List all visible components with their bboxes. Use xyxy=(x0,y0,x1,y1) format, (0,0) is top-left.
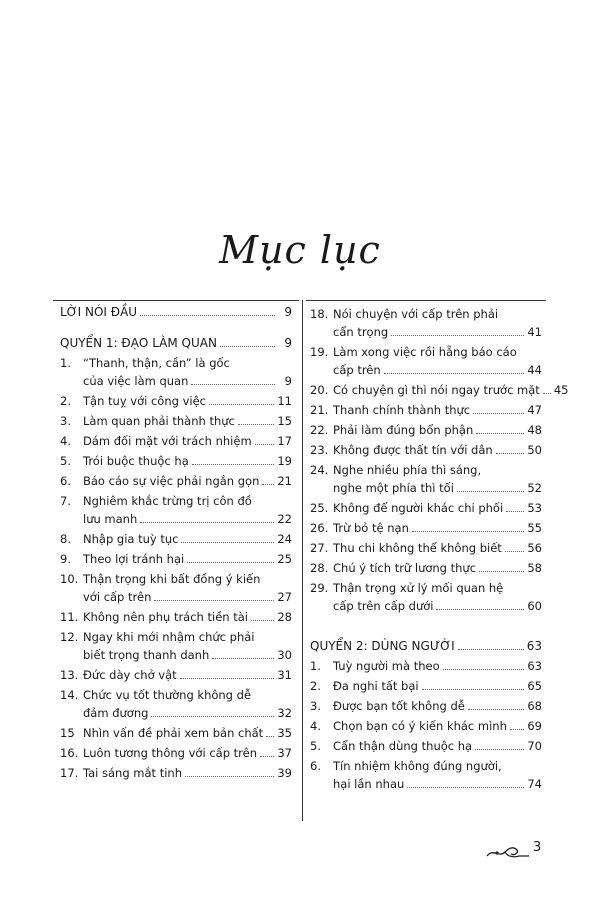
toc-entry-number: 7. xyxy=(60,494,71,508)
toc-entry-page: 9 xyxy=(284,305,292,319)
toc-entry-page: 68 xyxy=(527,699,542,713)
toc-entry-title: cấp trên xyxy=(333,363,381,377)
toc-entry-title: Dám đối mặt với trách nhiệm xyxy=(83,434,252,448)
toc-entry-page: 15 xyxy=(277,414,292,428)
leader-dots xyxy=(185,764,274,777)
page-title: Mục lục xyxy=(219,228,381,272)
toc-entry-number: 26. xyxy=(310,521,329,535)
toc-entry-number: 4. xyxy=(60,434,71,448)
leader-dots xyxy=(391,323,524,336)
toc-entry-title: lưu manh xyxy=(83,512,138,526)
toc-entry-title: LỜI NÓI ĐẦU xyxy=(60,305,138,319)
toc-entry-number: 18. xyxy=(310,307,329,321)
toc-entry[interactable] xyxy=(310,343,542,379)
toc-entry-number: 1. xyxy=(310,659,321,673)
toc-entry[interactable] xyxy=(310,717,542,735)
toc-entry-number: 6. xyxy=(60,474,71,488)
toc-entry-page: 44 xyxy=(527,363,542,377)
toc-section-1[interactable] xyxy=(60,334,292,352)
toc-entry-title: Nhập gia tuỳ tục xyxy=(83,532,179,546)
leader-dots xyxy=(407,775,524,788)
leader-dots xyxy=(180,666,275,679)
toc-right-items xyxy=(310,305,569,615)
toc-entry-number: 2. xyxy=(60,394,71,408)
toc-entry-title-line: Nghe nhiều phía thì sáng, xyxy=(333,463,482,477)
leader-dots xyxy=(476,421,524,434)
toc-entry-title: Nhìn vấn đề phải xem bản chất xyxy=(83,726,264,740)
toc-entry-number: 15 xyxy=(60,726,75,740)
leader-dots xyxy=(154,588,274,601)
toc-entry[interactable] xyxy=(60,570,292,606)
toc-entry-number: 23. xyxy=(310,443,329,457)
toc-entry[interactable] xyxy=(310,539,542,557)
toc-right-column xyxy=(310,303,569,793)
toc-entry[interactable] xyxy=(310,519,542,537)
leader-dots xyxy=(140,510,274,523)
toc-entry-page: 47 xyxy=(527,403,542,417)
toc-section-page: 63 xyxy=(526,639,542,653)
toc-entry-number: 1. xyxy=(60,356,71,370)
toc-entry-number: 29. xyxy=(310,581,329,595)
toc-entry-number: 25. xyxy=(310,501,329,515)
toc-entry-number: 21. xyxy=(310,403,329,417)
toc-entry-title: hại lần nhau xyxy=(333,777,405,791)
toc-entry-number: 3. xyxy=(60,414,71,428)
toc-entry-title-line: “Thanh, thận, cần” là gốc xyxy=(83,356,230,370)
toc-entry-number: 16. xyxy=(60,746,79,760)
leader-dots xyxy=(475,737,524,750)
toc-entry-number: 27. xyxy=(310,541,329,555)
left-top-rule xyxy=(53,300,299,301)
toc-entry-number: 6. xyxy=(310,759,321,773)
leader-dots xyxy=(255,432,275,445)
toc-entry-page: 37 xyxy=(277,746,292,760)
leader-dots xyxy=(212,646,274,659)
toc-entry-page: 27 xyxy=(277,590,292,604)
toc-entry[interactable] xyxy=(60,686,292,722)
toc-entry[interactable] xyxy=(60,492,292,528)
toc-entry-title: Cẩn thận dùng thuộc hạ xyxy=(333,739,473,753)
leader-dots xyxy=(140,303,275,316)
toc-entry-title: Tai sáng mắt tinh xyxy=(83,766,182,780)
leader-dots xyxy=(260,744,274,757)
toc-entry[interactable] xyxy=(60,432,292,450)
toc-entry-title: Không được thất tín với dân xyxy=(333,443,493,457)
toc-entry-page: 19 xyxy=(277,454,292,468)
leader-dots xyxy=(151,704,274,717)
toc-entry-title: Tận tuỵ với công việc xyxy=(83,394,206,408)
leader-dots xyxy=(506,499,524,512)
leader-dots xyxy=(479,559,524,572)
toc-entry-title: cẩn trọng xyxy=(333,325,389,339)
toc-entry-page: 63 xyxy=(527,659,542,673)
toc-entry[interactable] xyxy=(310,441,542,459)
toc-entry-page: 53 xyxy=(527,501,542,515)
toc-entry[interactable] xyxy=(60,628,292,664)
leader-dots xyxy=(187,550,274,563)
toc-entry[interactable] xyxy=(310,381,569,399)
toc-entry-title: Không để người khác chi phối xyxy=(333,501,504,515)
leader-dots xyxy=(436,597,524,610)
toc-entry-page: 32 xyxy=(277,706,292,720)
toc-entry-page: 25 xyxy=(277,552,292,566)
toc-entry-title: biết trọng thanh danh xyxy=(83,648,210,662)
toc-entry-number: 2. xyxy=(310,679,321,693)
leader-dots xyxy=(457,479,524,492)
toc-entry-page: 22 xyxy=(277,512,292,526)
leader-dots xyxy=(266,724,274,737)
toc-entry-title: Làm quan phải thành thực xyxy=(83,414,235,428)
toc-entry-number: 8. xyxy=(60,532,71,546)
toc-entry-page: 30 xyxy=(277,648,292,662)
leader-dots xyxy=(209,392,274,405)
leader-dots xyxy=(192,452,275,465)
toc-entry-page: 55 xyxy=(527,521,542,535)
leader-dots xyxy=(262,472,274,485)
leader-dots xyxy=(422,677,525,690)
toc-entry-page: 45 xyxy=(553,383,569,397)
toc-entry-number: 24. xyxy=(310,463,329,477)
toc-entry[interactable] xyxy=(310,421,542,439)
toc-entry[interactable] xyxy=(60,354,292,390)
toc-entry-title: Chọn bạn có ý kiến khác mình xyxy=(333,719,507,733)
toc-entry-title: Chú ý tích trữ lương thực xyxy=(333,561,477,575)
toc-entry[interactable] xyxy=(310,401,542,419)
toc-entry-title: Trói buộc thuộc hạ xyxy=(83,454,189,468)
toc-entry-page: 69 xyxy=(527,719,542,733)
toc-entry[interactable] xyxy=(60,608,292,626)
leader-dots xyxy=(412,519,524,532)
right-top-rule xyxy=(306,300,546,301)
toc-entry[interactable] xyxy=(310,677,542,695)
toc-entry[interactable] xyxy=(310,737,542,755)
toc-entry-number: 28. xyxy=(310,561,329,575)
toc-entry-page: 31 xyxy=(277,668,292,682)
toc-entry-number: 12. xyxy=(60,630,79,644)
toc-entry-page: 60 xyxy=(527,599,542,613)
toc-entry-number: 19. xyxy=(310,345,329,359)
toc-entry[interactable] xyxy=(60,550,292,568)
leader-dots xyxy=(543,381,551,394)
leader-dots xyxy=(238,412,274,425)
toc-entry-title: Thu chi không thể không biết xyxy=(333,541,502,555)
toc-entry[interactable] xyxy=(60,412,292,430)
toc-entry[interactable] xyxy=(60,744,292,762)
toc-entry-title: Tuỳ người mà theo xyxy=(333,659,440,673)
leader-dots xyxy=(468,697,525,710)
toc-entry-title: Phải làm đúng bổn phận xyxy=(333,423,474,437)
ornament-icon xyxy=(485,842,531,860)
toc-entry-number: 22. xyxy=(310,423,329,437)
toc-entry-title-line: Thận trọng xử lý mối quan hệ xyxy=(333,581,504,595)
toc-entry-page: 24 xyxy=(277,532,292,546)
toc-entry-page: 11 xyxy=(277,394,292,408)
toc-entry-title-line: Ngay khi mới nhậm chức phải xyxy=(83,630,255,644)
leader-dots xyxy=(181,530,274,543)
toc-entry-page: 39 xyxy=(277,766,292,780)
toc-entry-title-line: Tín nhiệm không đúng người, xyxy=(333,759,502,773)
toc-entry-title-line: Nói chuyện với cấp trên phải xyxy=(333,307,499,321)
toc-entry-page: 70 xyxy=(527,739,542,753)
toc-entry-number: 5. xyxy=(310,739,321,753)
toc-entry-title: với cấp trên xyxy=(83,590,152,604)
toc-entry[interactable] xyxy=(60,530,292,548)
toc-entry-number: 17. xyxy=(60,766,79,780)
toc-entry-page: 50 xyxy=(527,443,542,457)
leader-dots xyxy=(384,361,525,374)
toc-entry-title: đảm đương xyxy=(83,706,149,720)
leader-dots xyxy=(458,637,524,650)
toc-entry-title-line: Làm xong việc rồi hẵng báo cáo xyxy=(333,345,517,359)
toc-entry-page: 28 xyxy=(277,610,292,624)
toc-entry[interactable] xyxy=(310,499,542,517)
column-divider xyxy=(302,300,303,821)
leader-dots xyxy=(443,657,525,670)
toc-entry-number: 4. xyxy=(310,719,321,733)
toc-entry-title: Đa nghi tất bại xyxy=(333,679,419,693)
toc-entry-number: 5. xyxy=(60,454,71,468)
toc-entry[interactable] xyxy=(60,392,292,410)
leader-dots xyxy=(191,372,275,385)
toc-entry-title: Có chuyện gì thì nói ngay trước mặt xyxy=(333,383,540,397)
toc-entry-page: 21 xyxy=(277,474,292,488)
leader-dots xyxy=(505,539,525,552)
toc-right-items-2 xyxy=(310,657,542,793)
toc-entry[interactable] xyxy=(310,757,542,793)
toc-entry-number: 14. xyxy=(60,688,79,702)
toc-entry-title: Được bạn tốt không dễ xyxy=(333,699,465,713)
toc-entry-page: 9 xyxy=(284,374,292,388)
toc-entry-title: Theo lợi tránh hại xyxy=(83,552,185,566)
toc-entry-page: 58 xyxy=(527,561,542,575)
toc-left-column xyxy=(60,303,292,782)
toc-entry-number: 3. xyxy=(310,699,321,713)
toc-entry-title: cấp trên cấp dưới xyxy=(333,599,434,613)
toc-entry-page: 65 xyxy=(527,679,542,693)
toc-entry-title: nghe một phía thì tối xyxy=(333,481,454,495)
toc-entry-title: Báo cáo sự việc phải ngắn gọn xyxy=(83,474,260,488)
toc-entry[interactable] xyxy=(310,559,542,577)
toc-entry-page: 48 xyxy=(527,423,542,437)
toc-entry-number: 13. xyxy=(60,668,79,682)
toc-entry-page: 56 xyxy=(527,541,542,555)
toc-entry-page: 41 xyxy=(527,325,542,339)
toc-entry-number: 9. xyxy=(60,552,71,566)
toc-entry-page: 17 xyxy=(277,434,292,448)
toc-entry-number: 11. xyxy=(60,610,79,624)
leader-dots xyxy=(251,608,274,621)
toc-entry-number: 10. xyxy=(60,572,79,586)
toc-entry-title-line: Nghiêm khắc trừng trị côn đồ xyxy=(83,494,252,508)
toc-entry[interactable] xyxy=(60,452,292,470)
toc-entry-preface[interactable] xyxy=(60,303,292,321)
toc-section-2[interactable] xyxy=(310,637,542,655)
toc-entry-page: 52 xyxy=(527,481,542,495)
toc-entry-title: Không nên phụ trách tiền tài xyxy=(83,610,248,624)
toc-section-page: 9 xyxy=(284,336,292,350)
leader-dots xyxy=(510,717,524,730)
toc-entry[interactable] xyxy=(310,579,542,615)
leader-dots xyxy=(473,401,524,414)
leader-dots xyxy=(496,441,525,454)
toc-entry[interactable] xyxy=(310,697,542,715)
toc-entry-title-line: Chức vụ tốt thường không dễ xyxy=(83,688,252,702)
toc-entry[interactable] xyxy=(60,724,292,742)
toc-entry[interactable] xyxy=(60,764,292,782)
toc-entry-page: 74 xyxy=(527,777,542,791)
toc-entry-title: của việc làm quan xyxy=(83,374,189,388)
toc-section-title: QUYỂN 2: DÙNG NGƯỜI xyxy=(310,639,455,653)
page-number: 3 xyxy=(533,840,542,855)
toc-entry-title: Đức dày chở vật xyxy=(83,668,177,682)
toc-entry[interactable] xyxy=(310,305,542,341)
toc-entry-number: 20. xyxy=(310,383,329,397)
toc-entry-page: 35 xyxy=(277,726,292,740)
toc-entry-title-line: Thận trọng khi bất đồng ý kiến xyxy=(83,572,261,586)
toc-section-title: QUYỂN 1: ĐẠO LÀM QUAN xyxy=(60,336,217,350)
toc-entry[interactable] xyxy=(310,461,542,497)
toc-entry[interactable] xyxy=(310,657,542,675)
toc-entry-title: Luôn tương thông với cấp trên xyxy=(83,746,257,760)
toc-left-items xyxy=(60,354,292,782)
toc-entry[interactable] xyxy=(60,472,292,490)
toc-entry-title: Thanh chính thành thực xyxy=(333,403,471,417)
leader-dots xyxy=(220,334,275,347)
toc-entry-title: Trừ bỏ tệ nạn xyxy=(333,521,409,535)
toc-entry[interactable] xyxy=(60,666,292,684)
